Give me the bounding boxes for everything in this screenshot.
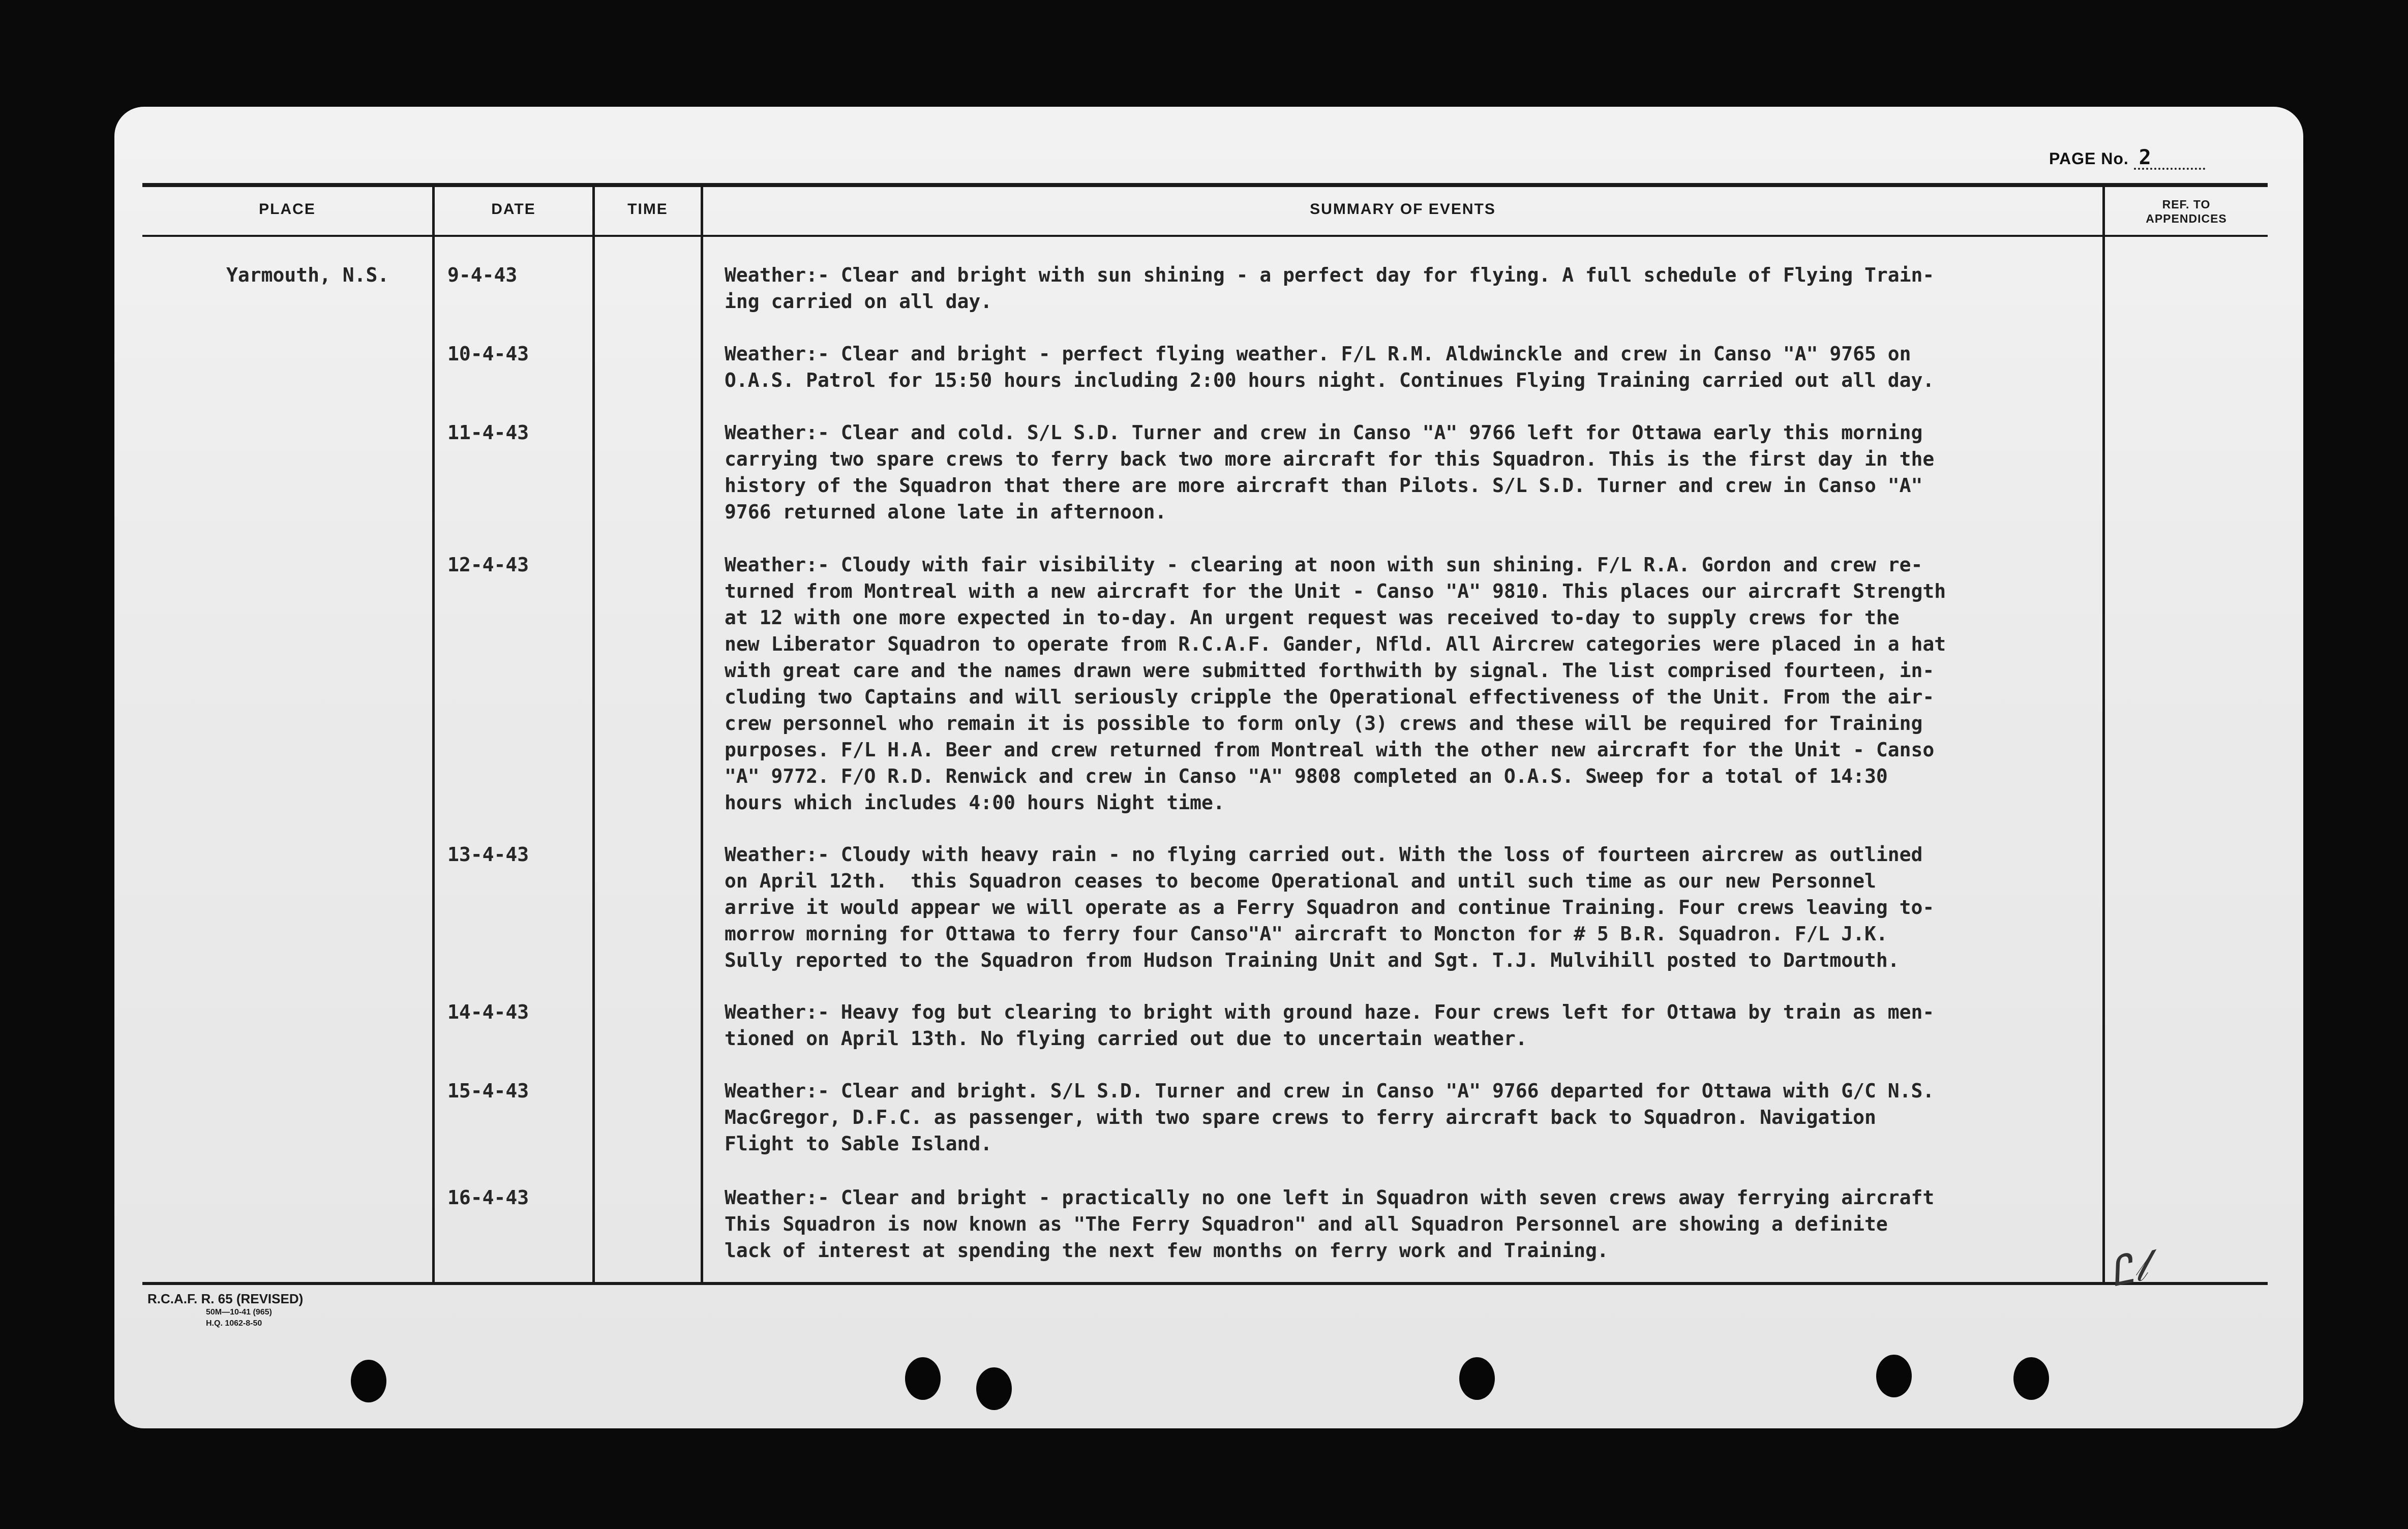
header-ref-line1: REF. TO	[2162, 198, 2211, 211]
entry-summary	[725, 1184, 2108, 1264]
entry-date: 13-4-43	[447, 843, 529, 866]
binder-hole	[976, 1367, 1012, 1410]
entry-date: 16-4-43	[447, 1186, 529, 1209]
col-divider-date	[592, 187, 595, 1282]
entry-summary	[725, 341, 2108, 393]
summary-line: morrow morning for Ottawa to ferry four Canso"A" aircraft to Moncton for # 5 B.R. Squadron. F/L J.K.	[725, 923, 1888, 945]
summary-line: "A" 9772. F/O R.D. Renwick and crew in Canso "A" 9808 completed an O.A.S. Sweep for a total of 14:30	[725, 765, 1888, 787]
page-number	[2049, 147, 2205, 170]
form-footer	[147, 1291, 303, 1329]
summary-line: Weather:- Cloudy with fair visibility - clearing at noon with sun shining. F/L R.A. Gordon and crew re-	[725, 554, 1923, 576]
header-ref-line2: APPENDICES	[2146, 212, 2227, 225]
summary-line: Weather:- Heavy fog but clearing to bright with ground haze. Four crews left for Ottawa by train as men-	[725, 1001, 1935, 1023]
summary-line: arrive it would appear we will operate as a Ferry Squadron and continue Training. Four crews leaving to-	[725, 896, 1935, 919]
summary-line: Weather:- Clear and cold. S/L S.D. Turner and crew in Canso "A" 9766 left for Ottawa early this morning	[725, 421, 1923, 444]
entry-date: 15-4-43	[447, 1080, 529, 1102]
summary-line: carrying two spare crews to ferry back two more aircraft for this Squadron. This is the first day in the	[725, 448, 1935, 470]
summary-line: Weather:- Clear and bright. S/L S.D. Turner and crew in Canso "A" 9766 departed for Ottawa with G/C N.S.	[725, 1080, 1935, 1102]
summary-line: cluding two Captains and will seriously cripple the Operational effectiveness of the Unit. From the air-	[725, 686, 1935, 708]
summary-line: hours which includes 4:00 hours Night time.	[725, 791, 1225, 814]
summary-line: Weather:- Clear and bright - practically no one left in Squadron with seven crews away ferrying aircraft	[725, 1186, 1935, 1209]
entry-summary	[725, 419, 2108, 525]
summary-line: MacGregor, D.F.C. as passenger, with two spare crews to ferry aircraft back to Squadron. Navigation	[725, 1106, 1876, 1128]
summary-line: history of the Squadron that there are more aircraft than Pilots. S/L S.D. Turner and crew in Canso "A"	[725, 474, 1923, 497]
entry-date: 10-4-43	[447, 343, 529, 365]
entry-summary	[725, 262, 2108, 315]
form-number: R.C.A.F. R. 65 (REVISED)	[147, 1291, 304, 1306]
binder-hole	[1459, 1357, 1495, 1400]
summary-line: lack of interest at spending the next few months on ferry work and Training.	[725, 1239, 1609, 1262]
binder-hole	[905, 1357, 941, 1400]
summary-line: on April 12th. this Squadron ceases to become Operational and until such time as our new Personnel	[725, 870, 1876, 892]
summary-line: Weather:- Clear and bright with sun shining - a perfect day for flying. A full schedule of Flying Train-	[725, 264, 1935, 286]
top-rule	[142, 183, 2268, 187]
summary-line: Weather:- Clear and bright - perfect flying weather. F/L R.M. Aldwinckle and crew in Canso "A" 9765 on	[725, 343, 1911, 365]
entry-summary	[725, 841, 2108, 973]
form-code-2: H.Q. 1062-8-50	[206, 1319, 262, 1328]
summary-line: Flight to Sable Island.	[725, 1133, 992, 1155]
form-code-1: 50M—10-41 (965)	[206, 1308, 272, 1317]
summary-line: 9766 returned alone late in afternoon.	[725, 501, 1167, 523]
page-number-label: PAGE No.	[2049, 149, 2129, 168]
summary-line: O.A.S. Patrol for 15:50 hours including 2:00 hours night. Continues Flying Training carried out all day.	[725, 369, 1935, 391]
header-ref-appendices	[2105, 197, 2268, 226]
summary-line: ing carried on all day.	[725, 290, 992, 313]
summary-line: new Liberator Squadron to operate from R.C.A.F. Gander, Nfld. All Aircrew categories were placed in a hat	[725, 633, 1946, 655]
entry-date: 12-4-43	[447, 554, 529, 576]
summary-line: crew personnel who remain it is possible to form only (3) crews and these will be required for Training	[725, 712, 1923, 735]
entry-summary	[725, 999, 2108, 1052]
entry-summary	[725, 552, 2108, 816]
summary-line: This Squadron is now known as "The Ferry Squadron" and all Squadron Personnel are showing a definite	[725, 1213, 1888, 1235]
header-place: PLACE	[259, 201, 316, 218]
header-summary: SUMMARY OF EVENTS	[1310, 201, 1496, 218]
entry-date: 14-4-43	[447, 1001, 529, 1023]
header-rule	[142, 235, 2268, 237]
binder-hole	[2013, 1357, 2049, 1400]
col-divider-place	[432, 187, 435, 1282]
summary-line: turned from Montreal with a new aircraft for the Unit - Canso "A" 9810. This places our aircraft Strength	[725, 580, 1946, 602]
header-date: DATE	[491, 201, 536, 218]
entry-date: 11-4-43	[447, 421, 529, 444]
summary-line: purposes. F/L H.A. Beer and crew returned from Montreal with the other new aircraft for the Unit - Canso	[725, 739, 1935, 761]
entry-date: 9-4-43	[447, 264, 518, 286]
summary-line: with great care and the names drawn were submitted forthwith by signal. The list comprised fourteen, in-	[725, 659, 1935, 682]
entry-summary	[725, 1078, 2108, 1157]
summary-line: at 12 with one more expected in to-day. An urgent request was received to-day to supply crews for the	[725, 606, 1900, 629]
binder-hole	[351, 1360, 386, 1402]
initials-mark: Ꮭ𝓁	[2105, 1242, 2151, 1296]
summary-line: Weather:- Cloudy with heavy rain - no flying carried out. With the loss of fourteen aircrew as outlined	[725, 843, 1923, 866]
page-number-value: 2	[2134, 147, 2205, 170]
summary-line: Sully reported to the Squadron from Hudson Training Unit and Sgt. T.J. Mulvihill posted to Dartmouth.	[725, 949, 1900, 971]
bottom-rule	[142, 1282, 2268, 1285]
place-cell: Yarmouth, N.S.	[226, 264, 389, 286]
header-time: TIME	[627, 201, 668, 218]
summary-line: tioned on April 13th. No flying carried out due to uncertain weather.	[725, 1027, 1527, 1050]
binder-hole	[1876, 1355, 1912, 1397]
col-divider-time	[701, 187, 703, 1282]
